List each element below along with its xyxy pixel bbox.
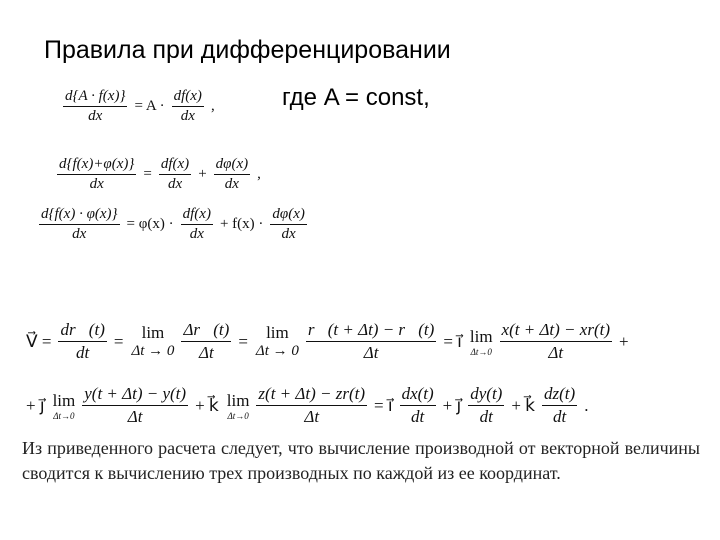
operator: = i⃗ (443, 331, 462, 351)
constant-note: где A = const, (282, 84, 430, 111)
fraction: $\frac{dx(t)}{dt}$ (401, 384, 434, 426)
velocity-equation-line-1 (22, 320, 633, 363)
fraction: $\frac{dr⃗(t)}{dt}$ (60, 320, 105, 362)
limit: lim Δt → 0 (131, 323, 175, 359)
limit: lim Δt→0 (469, 326, 493, 357)
fraction: $\frac{\Delta r⃗(t)}{\Delta t}$ (183, 320, 230, 362)
slide-title: Правила при дифференцировании (44, 36, 451, 64)
limit: lim Δt → 0 (255, 323, 299, 359)
fraction: $\frac{d\varphi(x)}{dx}$ (215, 156, 249, 192)
operator: + j⃗ (442, 395, 462, 415)
operator: + (198, 166, 207, 182)
fraction: $\frac{dy(t)}{dt}$ (470, 384, 503, 426)
fraction: $\frac{df(x)}{dx}$ (182, 206, 211, 242)
punctuation: . (584, 395, 589, 415)
fraction: $\frac{y(t + \Delta t) - y(t)}{\Delta t}$ (84, 384, 187, 426)
operator: + f(x) · (219, 216, 264, 232)
fraction: $\frac{d\{f(x)+\varphi(x)\}}{dx}$ (59, 156, 135, 192)
operator: + j⃗ (26, 395, 45, 415)
fraction: $\frac{d\{A \cdot f(x)\}}{dx}$ (65, 88, 126, 124)
fraction: $\frac{d\{f(x) \cdot \varphi(x)\}}{dx}$ (41, 206, 118, 242)
operator: = (113, 331, 124, 351)
operator: = (143, 166, 152, 182)
fraction: $\frac{d\varphi(x)}{dx}$ (272, 206, 305, 242)
limit: lim Δt→0 (226, 390, 250, 421)
operator: = i⃗ (374, 395, 393, 415)
punctuation: , (210, 98, 215, 114)
rule-constant-factor (60, 88, 219, 125)
fraction: $\frac{z(t + \Delta t) - zr(t)}{\Delta t}$ (258, 384, 366, 426)
fraction: $\frac{df(x)}{dx}$ (160, 156, 190, 192)
fraction: $\frac{r⃗(t + \Delta t) - r⃗(t)}{\Delta t}$ (307, 320, 435, 362)
operator: + k⃗ (195, 395, 219, 415)
velocity-equation-line-2 (22, 384, 592, 427)
punctuation: , (257, 166, 261, 182)
fraction: $\frac{df(x)}{dx}$ (173, 88, 202, 124)
rule-product (36, 206, 310, 243)
limit: lim Δt→0 (52, 390, 76, 421)
operator: = φ(x) · (126, 216, 174, 232)
operator: + (619, 331, 629, 351)
operator: = (238, 331, 248, 351)
fraction: $\frac{dz(t)}{dt}$ (544, 384, 576, 426)
operator: + k⃗ (511, 395, 536, 415)
operator: = A · (134, 98, 165, 114)
fraction: $\frac{x(t + \Delta t) - xr(t)}{\Delta t}$ (501, 320, 610, 362)
rule-sum (54, 156, 265, 193)
velocity-symbol: V⃗ = (26, 331, 52, 351)
conclusion-paragraph: Из приведенного расчета следует, что вычисление производной от векторной величины сводится к вычислению трех производных по каждой из ее координат. (22, 438, 700, 483)
